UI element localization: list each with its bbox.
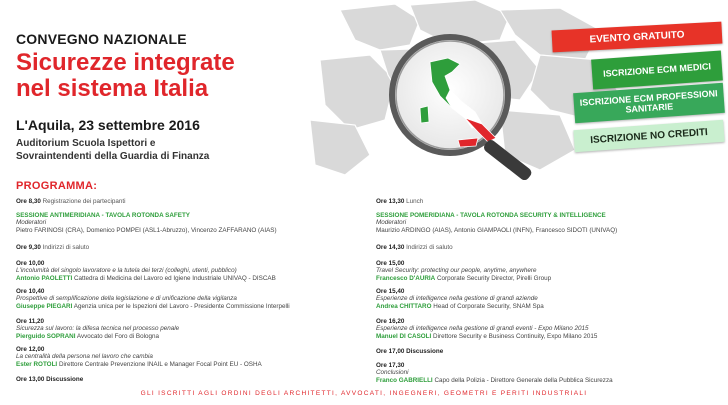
title-line-2: nel sistema Italia	[16, 75, 209, 102]
afternoon-discussion-item: Ore 17,00 Discussione	[376, 348, 444, 355]
europe-map-magnifier-graphic	[300, 0, 630, 180]
closing-item: Ore 17,30 Conclusioni Franco GABRIELLI Capo della Polizia - Direttore Generale della Pubblica Sicurezza	[376, 362, 613, 384]
talk-1500: Ore 15,00 Travel Security: protecting our people, anytime, anywhere Francesco D'AURIA Corporate Security Director, Pirelli Group	[376, 260, 552, 282]
morning-discussion-item: Ore 13,00 Discussione	[16, 376, 84, 383]
afternoon-greeting-item: Ore 14,30 Indirizzi di saluto	[376, 244, 453, 251]
talk-1540: Ore 15,40 Esperienze di intelligence nella gestione di grandi aziende Andrea CHITTARO Head of Corporate Security, SNAM Spa	[376, 288, 544, 310]
morning-session-title: SESSIONE ANTIMERIDIANA - TAVOLA ROTONDA SAFETY	[16, 212, 190, 219]
lunch-item: Ore 13,30 Lunch	[376, 198, 424, 205]
title-line-1: Sicurezze integrate	[16, 49, 235, 76]
event-venue	[16, 137, 276, 163]
morning-session-block: SESSIONE ANTIMERIDIANA - TAVOLA ROTONDA SAFETY Moderatori Pietro FARINOSI (CRA), Domenico POMPEI (ASL1-Abruzzo), Vincenzo ZAFFARANO (AIAS)	[16, 212, 356, 234]
talk-1000: Ore 10,00 L'incolumità del singolo lavoratore e la tutela dei terzi (colleghi, utenti, pubblico) Antonio PAOLETTI Cattedra di Medicina del Lavoro ed Igiene Industriale UNIVAQ - DISCAB	[16, 260, 276, 282]
programme-heading: PROGRAMMA:	[16, 180, 98, 192]
venue-line-2: Sovraintendenti della Guardia di Finanza	[16, 151, 210, 162]
talk-1620: Ore 16,20 Esperienze di intelligence nella gestione di grandi eventi - Expo Milano 2015 Manuel DI CASOLI Direttore Security e Business Continuity, Expo Milano 2015	[376, 318, 598, 340]
no-credits-badge[interactable]: ISCRIZIONE NO CREDITI	[573, 120, 724, 152]
free-event-badge: EVENTO GRATUITO	[552, 22, 723, 53]
talk-1040: Ore 10,40 Prospettive di semplificazione della legislazione e di unificazione della vigilanza Giuseppe PIEGARI Agenzia unica per le Ispezioni del Lavoro - Presidente Commissione Interpelli	[16, 288, 290, 310]
afternoon-moderators: Maurizio ARDINGO (AIAS), Antonio GIAMPAOLI (INFN), Francesco SIDOTI (UNIVAQ)	[376, 226, 618, 234]
footer-note: GLI ISCRITTI AGLI ORDINI DEGLI ARCHITETTI, AVVOCATI, INGEGNERI, GEOMETRI E PERITI INDUSTRIALI	[140, 390, 588, 397]
afternoon-session-title: SESSIONE POMERIDIANA - TAVOLA ROTONDA SECURITY & INTELLIGENCE	[376, 212, 606, 219]
venue-line-1: Auditorium Scuola Ispettori e	[16, 138, 156, 149]
morning-moderators: Pietro FARINOSI (CRA), Domenico POMPEI (ASL1-Abruzzo), Vincenzo ZAFFARANO (AIAS)	[16, 226, 277, 234]
event-title	[16, 50, 316, 102]
event-type-heading: CONVEGNO NAZIONALE	[16, 31, 187, 47]
registration-item: Ore 8,30 Registrazione dei partecipanti	[16, 198, 126, 205]
ecm-professions-badge[interactable]: ISCRIZIONE ECM PROFESSIONI SANITARIE	[573, 83, 725, 123]
ecm-medici-badge[interactable]: ISCRIZIONE ECM MEDICI	[591, 51, 723, 90]
talk-1120: Ore 11,20 Sicurezza sul lavoro: la difesa tecnica nel processo penale Pierguido SOPRANI Avvocato del Foro di Bologna	[16, 318, 180, 340]
morning-greeting-item: Ore 9,30 Indirizzi di saluto	[16, 244, 90, 251]
afternoon-session-block: SESSIONE POMERIDIANA - TAVOLA ROTONDA SECURITY & INTELLIGENCE Moderatori Maurizio ARDINGO (AIAS), Antonio GIAMPAOLI (INFN), Francesco SIDOTI (UNIVAQ)	[376, 212, 706, 234]
talk-1200: Ore 12,00 La centralità della persona nel lavoro che cambia Ester ROTOLI Direttore Centrale Prevenzione INAIL e Manager Focal Point EU - OSHA	[16, 346, 262, 368]
event-date: L'Aquila, 23 settembre 2016	[16, 117, 200, 133]
